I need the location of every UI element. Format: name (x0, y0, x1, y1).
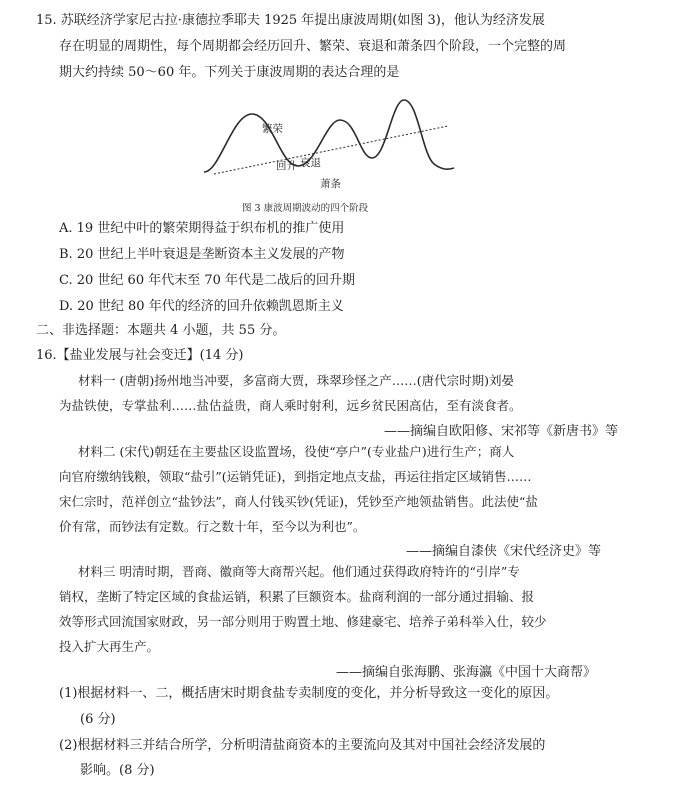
label-prosperity: 繁荣 (262, 123, 283, 135)
option-a: A. 19 世纪中叶的繁荣期得益于织布机的推广使用 (59, 221, 345, 236)
label-recovery: 回升 (276, 160, 297, 172)
material-3-line-2: 销权，垄断了特定区域的食盐运销，积累了巨额资本。盐商利润的一部分通过捐输、报 (59, 589, 535, 604)
label-depression: 萧条 (320, 178, 341, 190)
q15-line-2: 存在明显的周期性，每个周期都会经历回升、繁荣、衰退和萧条四个阶段，一个完整的周 (59, 39, 567, 54)
material-1-line-1: 材料一 (唐朝)扬州地当冲要，多富商大贾，珠翠珍怪之产……(唐代宗时期)刘晏 (78, 373, 514, 388)
material-2-line-2: 向官府缴纳钱粮，领取“盐引”(运销凭证)，到指定地点支盐，再运往指定区域销售…… (59, 469, 532, 484)
material-2-line-3: 宋仁宗时，范祥创立“盐钞法”，商人付钱买钞(凭证)，凭钞至产地领盐销售。此法使“盐 (59, 494, 538, 509)
material-1-source: ——摘编自欧阳修、宋祁等《新唐书》等 (384, 424, 619, 439)
material-3-source: ——摘编自张海鹏、张海瀛《中国十大商帮》 (336, 665, 597, 680)
material-2-line-1: 材料二 (宋代)朝廷在主要盐区设监置场，役使“亭户”(专业盐户)进行生产；商人 (78, 444, 515, 459)
option-c: C. 20 世纪 60 年代末至 70 年代是二战后的回升期 (59, 273, 356, 288)
option-d: D. 20 世纪 80 年代的经济的回升依赖凯恩斯主义 (59, 299, 344, 314)
material-2-source: ——摘编自漆侠《宋代经济史》等 (406, 544, 602, 559)
q15-line-1: 15. 苏联经济学家尼古拉·康德拉季耶夫 1925 年提出康波周期(如图 3)，他认为经济发展 (36, 13, 545, 28)
sub-question-2-line-1: (2)根据材料三并结合所学，分析明清盐商资本的主要流向及其对中国社会经济发展的 (59, 738, 546, 753)
option-b: B. 20 世纪上半叶衰退是垄断资本主义发展的产物 (59, 247, 345, 262)
label-recession: 衰退 (300, 157, 321, 169)
material-2-line-4: 价有常，而钞法有定数。行之数十年，至今以为利也”。 (59, 519, 366, 534)
trend-line (214, 126, 448, 174)
wave-curve (204, 100, 454, 172)
figure-caption: 图 3 康波周期波动的四个阶段 (242, 203, 369, 214)
sub-question-1-line-1: (1)根据材料一、二，概括唐宋时期食盐专卖制度的变化，并分析导致这一变化的原因。 (59, 686, 559, 701)
sub-question-2-line-2: 影响。(8 分) (80, 763, 155, 778)
q16-header: 16.【盐业发展与社会变迁】(14 分) (36, 348, 244, 363)
material-3-line-4: 投入扩大再生产。 (59, 639, 160, 654)
sub-question-1-line-2: (6 分) (80, 712, 116, 727)
section-heading: 二、非选择题：本题共 4 小题，共 55 分。 (36, 323, 286, 338)
material-3-line-3: 效等形式回流国家财政，另一部分则用于购置土地、修建豪宅、培养子弟科举入仕，较少 (59, 614, 547, 629)
material-1-line-2: 为盐铁使，专掌盐利……盐估益贵，商人乘时射利，远乡贫民困高估，至有淡食者。 (59, 398, 522, 413)
material-3-line-1: 材料三 明清时期，晋商、徽商等大商帮兴起。他们通过获得政府特许的“引岸”专 (78, 564, 520, 579)
q15-line-3: 期大约持续 50～60 年。下列关于康波周期的表达合理的是 (59, 65, 400, 80)
